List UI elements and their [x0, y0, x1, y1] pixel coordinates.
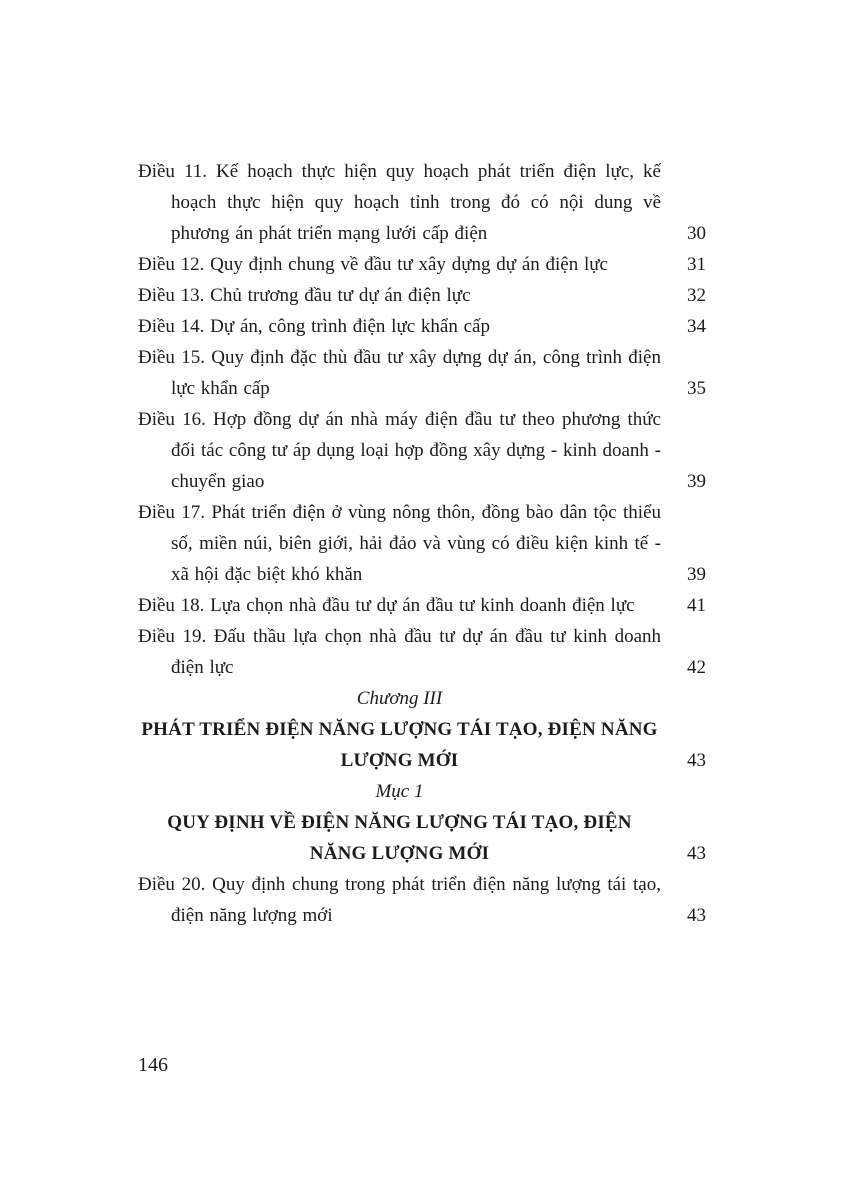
toc-entry-text: Điều 18. Lựa chọn nhà đầu tư dự án đầu tư kinh doanh điện lực	[138, 595, 635, 616]
toc-entry-dieu-20	[138, 869, 706, 931]
toc-entry-page-number: 32	[687, 285, 706, 306]
toc-entry-page-number: 39	[687, 564, 706, 585]
toc-entry-text: Điều 17. Phát triển điện ở vùng nông thôn, đồng bào dân tộc thiểu số, miền núi, biên giới, hải đảo và vùng có điều kiện kinh tế - xã hội đặc biệt khó khăn	[138, 502, 661, 585]
toc-entry-page-number: 35	[687, 378, 706, 399]
toc-section-title	[138, 807, 706, 869]
toc-section-title-text: QUY ĐỊNH VỀ ĐIỆN NĂNG LƯỢNG TÁI TẠO, ĐIỆN NĂNG LƯỢNG MỚI	[167, 812, 632, 864]
toc-entry-page-number: 34	[687, 316, 706, 337]
toc-entry-page-number: 43	[687, 750, 706, 771]
toc-entry-dieu-16	[138, 404, 706, 497]
toc-section-label	[138, 776, 706, 807]
toc-entry-page-number: 30	[687, 223, 706, 244]
toc-entry-page-number: 41	[687, 595, 706, 616]
toc-entry-page-number: 43	[687, 843, 706, 864]
toc-chapter-label	[138, 683, 706, 714]
toc-entry-page-number: 42	[687, 657, 706, 678]
toc-chapter-label-text: Chương III	[356, 688, 443, 709]
toc-chapter-title-text: PHÁT TRIỂN ĐIỆN NĂNG LƯỢNG TÁI TẠO, ĐIỆN NĂNG LƯỢNG MỚI	[141, 719, 658, 771]
toc-entry-dieu-12	[138, 249, 706, 280]
toc-chapter-title	[138, 714, 706, 776]
toc-entry-dieu-19	[138, 621, 706, 683]
toc-entry-text: Điều 15. Quy định đặc thù đầu tư xây dựng dự án, công trình điện lực khẩn cấp	[138, 347, 661, 399]
toc-entry-page-number: 43	[687, 905, 706, 926]
toc-entry-dieu-14	[138, 311, 706, 342]
toc-entry-dieu-11	[138, 156, 706, 249]
page-number: 146	[138, 1054, 168, 1076]
toc-entry-dieu-15	[138, 342, 706, 404]
toc-entry-dieu-18	[138, 590, 706, 621]
toc-entry-text: Điều 11. Kế hoạch thực hiện quy hoạch phát triển điện lực, kế hoạch thực hiện quy hoạch tỉnh trong đó có nội dung về phương án phát triển mạng lưới cấp điện	[138, 161, 661, 244]
toc-entry-dieu-13	[138, 280, 706, 311]
toc-entry-page-number: 31	[687, 254, 706, 275]
toc-entry-text: Điều 16. Hợp đồng dự án nhà máy điện đầu tư theo phương thức đối tác công tư áp dụng loại hợp đồng xây dựng - kinh doanh - chuyển giao	[138, 409, 662, 492]
toc-entry-dieu-17	[138, 497, 706, 590]
toc-entry-text: Điều 13. Chủ trương đầu tư dự án điện lực	[138, 285, 471, 306]
toc-entry-page-number: 39	[687, 471, 706, 492]
toc-entry-text: Điều 12. Quy định chung về đầu tư xây dựng dự án điện lực	[138, 254, 608, 275]
toc-entry-text: Điều 19. Đấu thầu lựa chọn nhà đầu tư dự án đầu tư kinh doanh điện lực	[138, 626, 661, 678]
toc-entry-text: Điều 14. Dự án, công trình điện lực khẩn cấp	[138, 316, 490, 337]
toc-section-label-text: Mục 1	[375, 781, 424, 802]
table-of-contents	[138, 156, 706, 931]
toc-entry-text: Điều 20. Quy định chung trong phát triển điện năng lượng tái tạo, điện năng lượng mới	[138, 874, 661, 926]
